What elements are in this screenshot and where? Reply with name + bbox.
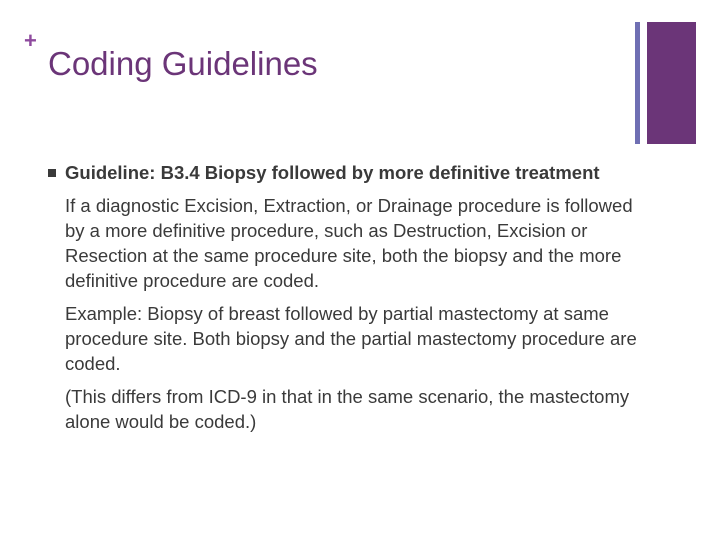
note-paragraph: (This differs from ICD-9 in that in the same scenario, the mastectomy alone would be coded.) <box>65 386 630 432</box>
guideline-paragraph: If a diagnostic Excision, Extraction, or Drainage procedure is followed by a more definitive procedure, such as Destruction, Excision or Resection at the same procedure site, both the biopsy and the more definitive procedure are coded. <box>65 195 633 291</box>
slide-title: Coding Guidelines <box>48 45 318 82</box>
guideline-heading: Guideline: B3.4 Biopsy followed by more definitive treatment <box>65 162 600 183</box>
decorative-bar-thin <box>635 22 640 144</box>
example-paragraph: Example: Biopsy of breast followed by partial mastectomy at same procedure site. Both biopsy and the partial mastectomy procedure are coded. <box>65 303 637 374</box>
decorative-bar-thick <box>647 22 696 144</box>
square-bullet-icon <box>48 169 56 177</box>
bullet-item <box>48 160 638 185</box>
plus-icon: + <box>24 28 37 53</box>
content-body <box>48 160 638 434</box>
